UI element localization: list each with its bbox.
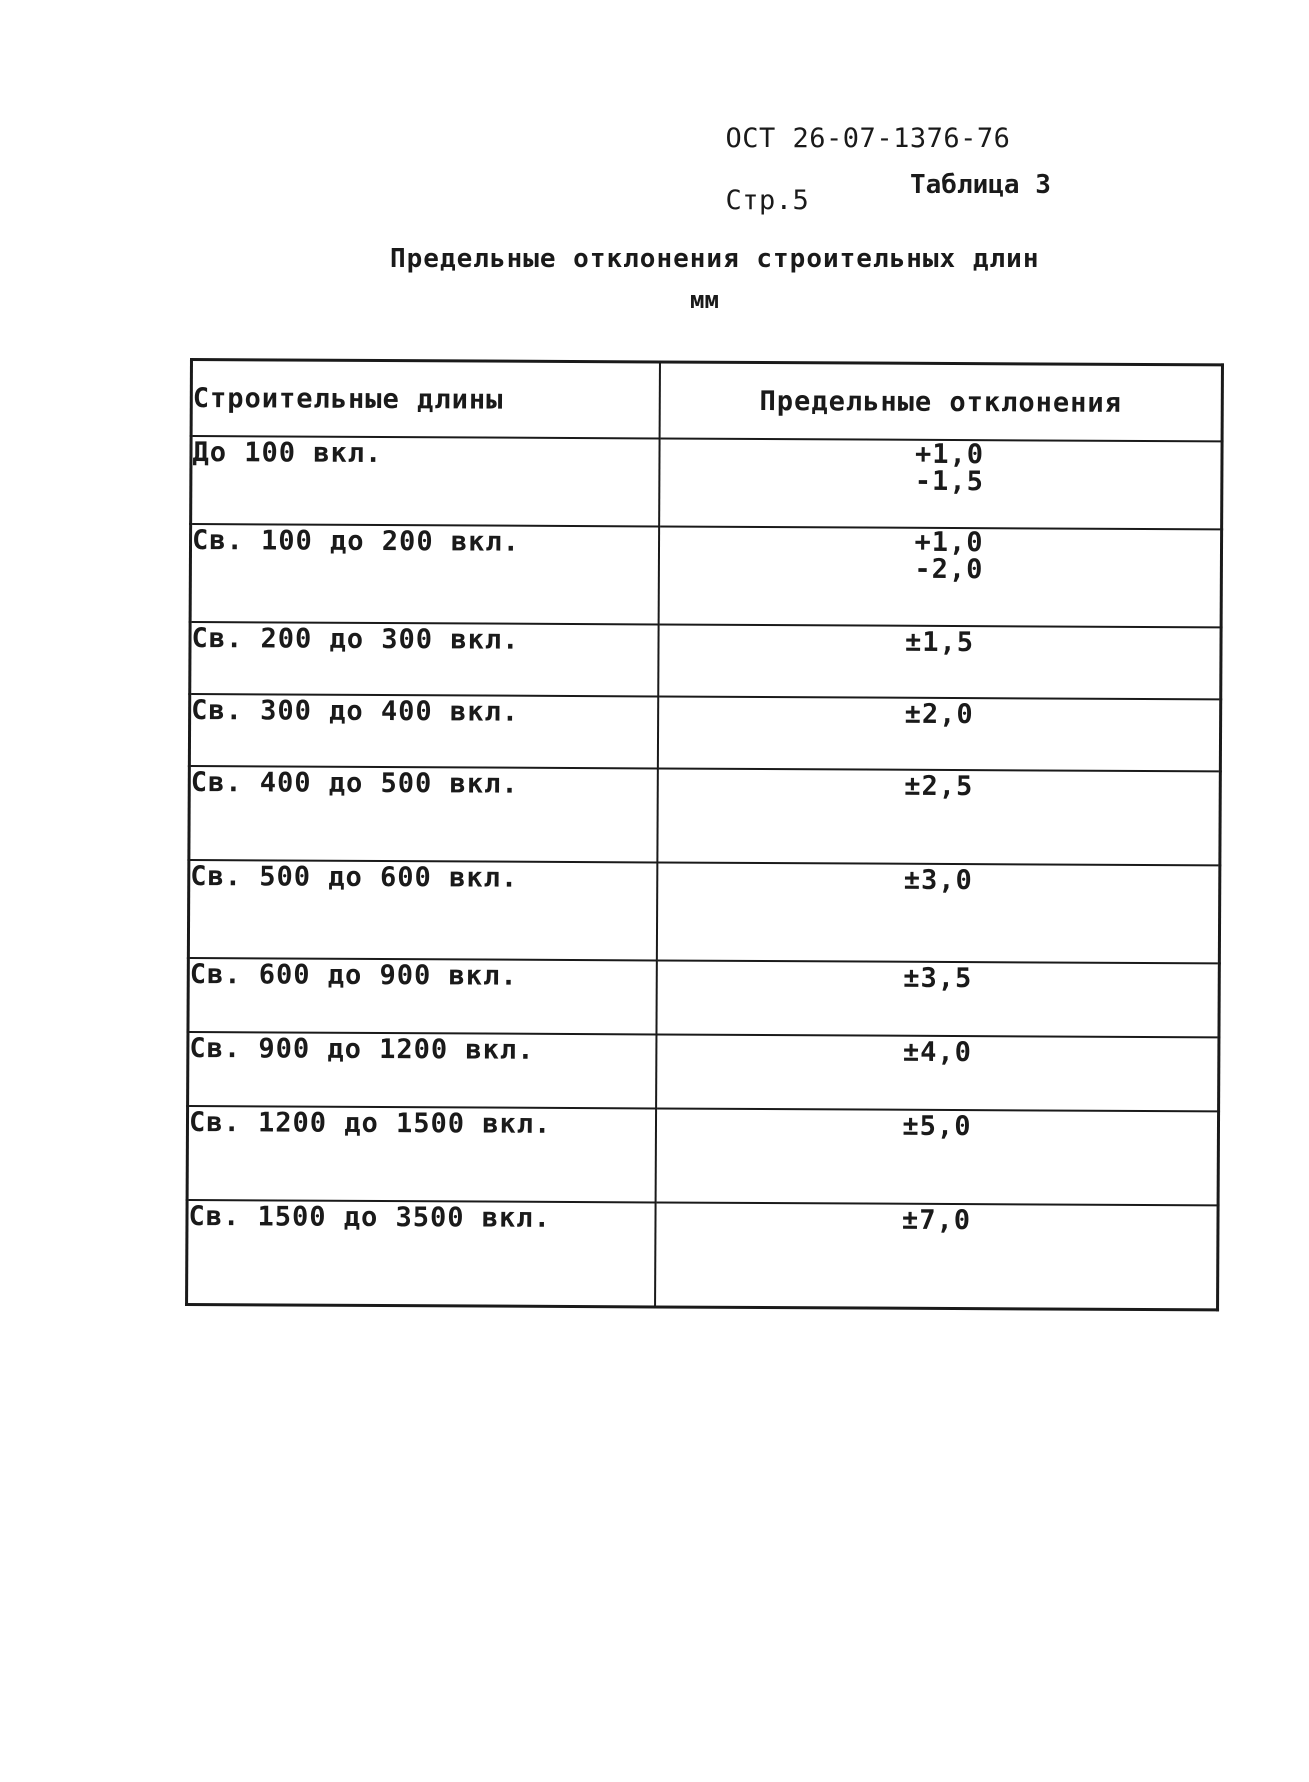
table-number: Таблица 3 [910, 170, 1051, 200]
table-row [187, 1106, 1218, 1205]
table-row [189, 694, 1220, 771]
length-cell: Св. 1500 до 3500 вкл. [187, 1200, 656, 1306]
length-cell: Св. 600 до 900 вкл. [188, 958, 657, 1034]
deviation-cell [659, 526, 1222, 627]
length-cell: Св. 300 до 400 вкл. [189, 694, 658, 768]
table-title: Предельные отклонения строительных длин [390, 244, 1040, 274]
length-cell: Св. 100 до 200 вкл. [190, 524, 659, 624]
table-row [187, 1200, 1219, 1309]
table-row [188, 860, 1219, 963]
table-row [190, 622, 1221, 699]
table-row [188, 1032, 1219, 1111]
deviation-cell: ±2,5 [657, 768, 1220, 865]
column-header-deviation: Предельные отклонения [660, 362, 1223, 441]
length-cell: Св. 900 до 1200 вкл. [188, 1032, 657, 1108]
deviation-cell: ±3,5 [656, 960, 1219, 1037]
length-cell: Св. 1200 до 1500 вкл. [187, 1106, 656, 1202]
column-header-length: Строительные длины [191, 360, 660, 439]
deviation-upper: +1,0 [914, 526, 984, 559]
length-cell: Св. 200 до 300 вкл. [190, 622, 659, 696]
deviation-cell: ±3,0 [657, 862, 1220, 963]
table-header-row [191, 360, 1222, 442]
table-row [190, 524, 1221, 627]
deviation-upper: +1,0 [914, 438, 985, 471]
deviation-value [897, 438, 985, 498]
length-cell: Св. 500 до 600 вкл. [188, 860, 657, 960]
length-cell: Св. 400 до 500 вкл. [189, 766, 658, 862]
deviation-cell: ±1,5 [658, 624, 1221, 699]
doc-reference: ОСТ 26-07-1376-76 [725, 123, 1011, 154]
table-row [188, 958, 1219, 1037]
table-row [189, 766, 1220, 865]
deviation-cell: ±2,0 [658, 696, 1221, 771]
unit-label: мм [690, 286, 719, 314]
length-cell: До 100 вкл. [191, 436, 660, 526]
deviation-lower: -1,5 [914, 465, 984, 498]
page-number: Стр.5 [725, 185, 810, 216]
deviation-cell: ±5,0 [656, 1108, 1219, 1205]
table-row [191, 436, 1222, 529]
deviation-value [896, 526, 984, 586]
deviation-table [185, 358, 1224, 1311]
deviation-lower: -2,0 [914, 553, 984, 586]
deviation-cell: ±7,0 [655, 1202, 1218, 1309]
deviation-cell: ±4,0 [656, 1034, 1219, 1111]
deviation-cell [659, 438, 1222, 529]
